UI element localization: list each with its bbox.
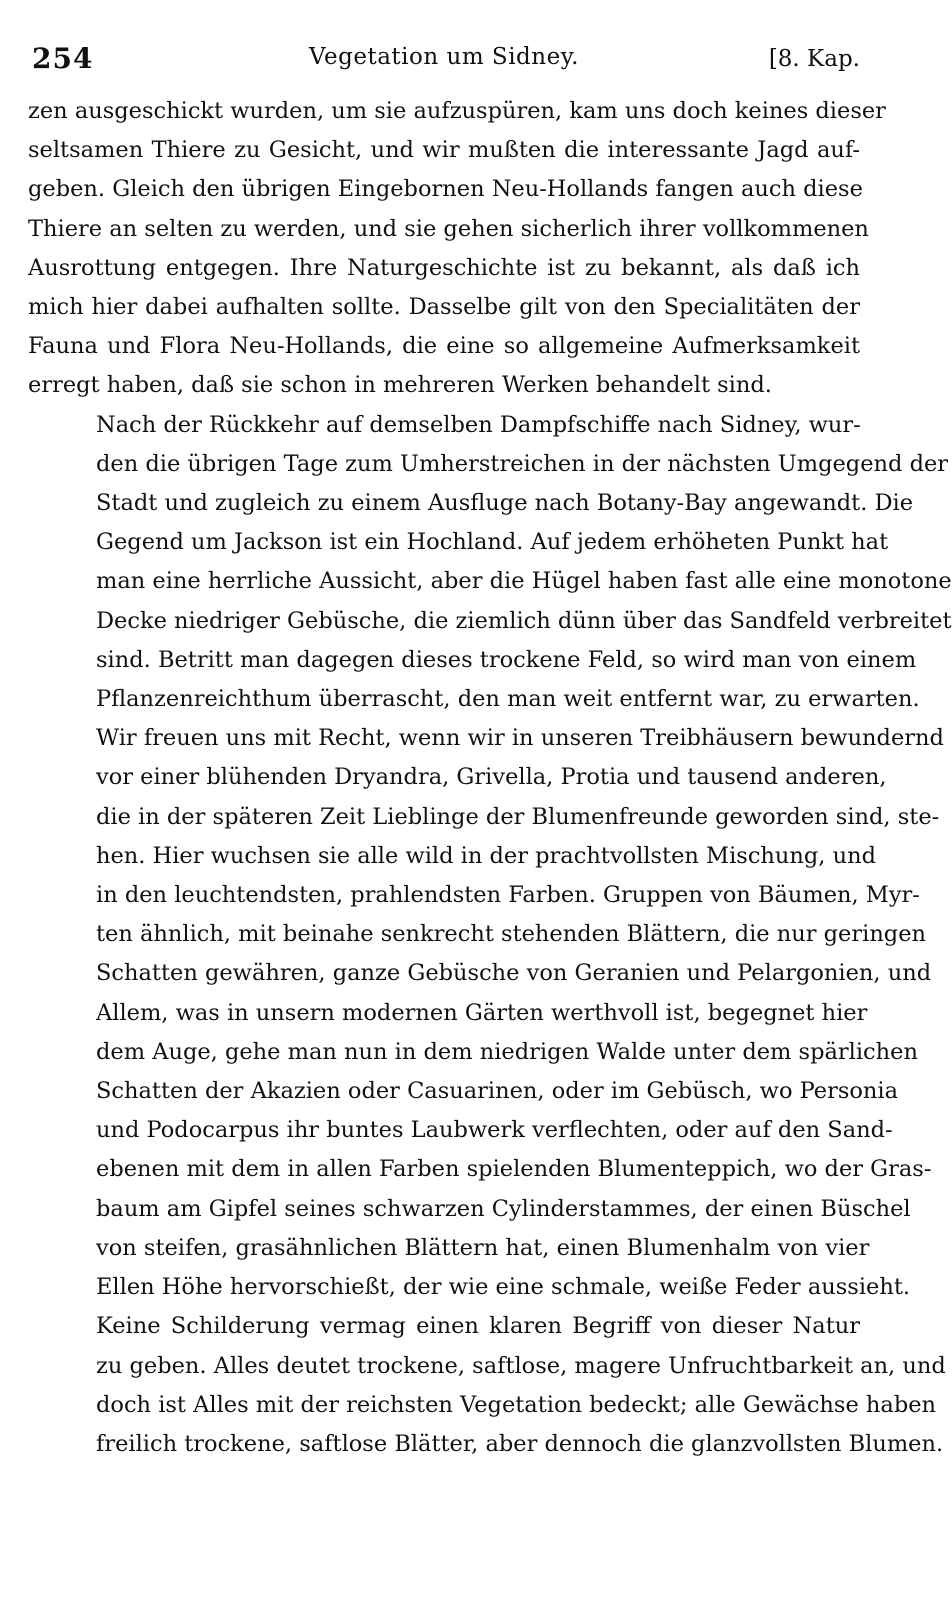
text-line: Ellen Höhe hervorschießt, der wie eine schmale, weiße Feder aussieht. — [96, 1274, 911, 1301]
paragraph — [28, 92, 886, 406]
text-line: sind. Betritt man dagegen dieses trockene Feld, so wird man von einem — [96, 646, 917, 673]
paragraph — [28, 406, 952, 1308]
text-line: Ausrottung entgegen. Ihre Naturgeschichte ist zu bekannt, als daß ich — [28, 254, 860, 281]
text-line: Decke niedriger Gebüsche, die ziemlich dünn über das Sandfeld verbreitet — [96, 607, 952, 634]
text-line: Nach der Rückkehr auf demselben Dampfschiffe nach Sidney, wur- — [96, 411, 861, 438]
text-line: baum am Gipfel seines schwarzen Cylinderstammes, der einen Büschel — [96, 1195, 911, 1222]
text-line: freilich trockene, saftlose Blätter, aber dennoch die glanzvollsten Blumen. — [96, 1430, 944, 1457]
text-line: dem Auge, gehe man nun in dem niedrigen Walde unter dem spärlichen — [96, 1038, 918, 1065]
text-line: zu geben. Alles deutet trockene, saftlose, magere Unfruchtbarkeit an, und — [96, 1352, 946, 1379]
page-header — [28, 40, 860, 92]
text-line: in den leuchtendsten, prahlendsten Farben. Gruppen von Bäumen, Myr- — [96, 882, 920, 909]
text-line: ten ähnlich, mit beinahe senkrecht stehenden Blättern, die nur geringen — [96, 921, 927, 948]
text-line: Keine Schilderung vermag einen klaren Begriff von dieser Natur — [96, 1313, 860, 1340]
text-line: geben. Gleich den übrigen Eingebornen Neu-Hollands fangen auch diese — [28, 176, 863, 203]
text-line: und Podocarpus ihr buntes Laubwerk verflechten, oder auf den Sand- — [96, 1117, 893, 1144]
text-line: mich hier dabei aufhalten sollte. Dasselbe gilt von den Specialitäten der — [28, 294, 860, 321]
text-line: hen. Hier wuchsen sie alle wild in der prachtvollsten Mischung, und — [96, 842, 876, 869]
text-line: Fauna und Flora Neu-Hollands, die eine so allgemeine Aufmerksamkeit — [28, 333, 860, 360]
text-line: Stadt und zugleich zu einem Ausfluge nach Botany-Bay angewandt. Die — [96, 490, 914, 517]
running-title: Vegetation um Sidney. — [309, 44, 579, 70]
text-line: vor einer blühenden Dryandra, Grivella, Protia und tausend anderen, — [96, 764, 887, 791]
body-text — [28, 92, 952, 1464]
paragraph — [28, 1307, 946, 1464]
text-line: Wir freuen uns mit Recht, wenn wir in unseren Treibhäusern bewundernd — [96, 725, 944, 752]
text-line: doch ist Alles mit der reichsten Vegetation bedeckt; alle Gewächse haben — [96, 1391, 937, 1418]
text-line: zen ausgeschickt wurden, um sie aufzuspüren, kam uns doch keines dieser — [28, 98, 886, 124]
text-line: die in der späteren Zeit Lieblinge der Blumenfreunde geworden sind, ste- — [96, 803, 940, 830]
text-line: Thiere an selten zu werden, und sie gehen sicherlich ihrer vollkommenen — [28, 215, 869, 242]
text-line: den die übrigen Tage zum Umherstreichen in der nächsten Umgegend der — [96, 450, 949, 477]
text-line: man eine herrliche Aussicht, aber die Hügel haben fast alle eine monotone — [96, 568, 952, 595]
text-line: Gegend um Jackson ist ein Hochland. Auf jedem erhöheten Punkt hat — [96, 529, 889, 556]
chapter-reference: [8. Kap. — [768, 46, 860, 72]
text-line: Schatten der Akazien oder Casuarinen, oder im Gebüsch, wo Personia — [96, 1078, 899, 1105]
text-line: Allem, was in unsern modernen Gärten werthvoll ist, begegnet hier — [96, 999, 868, 1026]
page-number: 254 — [32, 42, 94, 75]
text-line: Pflanzenreichthum überrascht, den man weit entfernt war, zu erwarten. — [96, 686, 920, 713]
text-line: erregt haben, daß sie schon in mehreren Werken behandelt sind. — [28, 372, 772, 399]
text-line: von steifen, grasähnlichen Blättern hat, einen Blumenhalm von vier — [96, 1234, 870, 1261]
text-line: seltsamen Thiere zu Gesicht, und wir mußten die interessante Jagd auf- — [28, 137, 860, 164]
text-line: ebenen mit dem in allen Farben spielenden Blumenteppich, wo der Gras- — [96, 1156, 932, 1183]
text-line: Schatten gewähren, ganze Gebüsche von Geranien und Pelargonien, und — [96, 960, 932, 987]
